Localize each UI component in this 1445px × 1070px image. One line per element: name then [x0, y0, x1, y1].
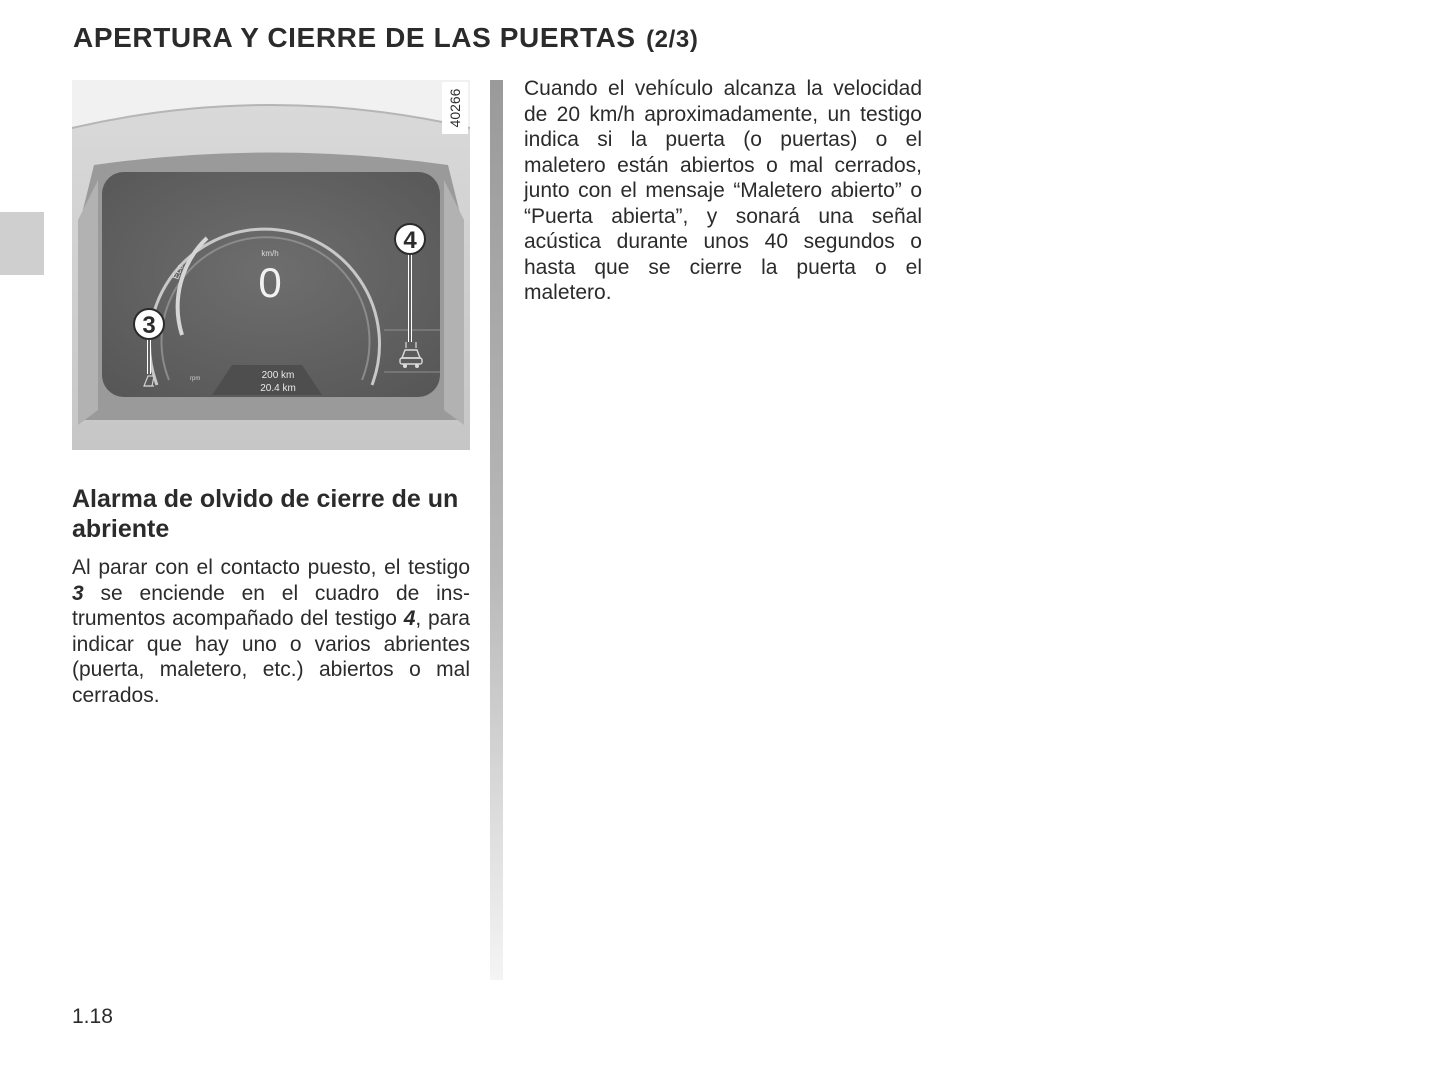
section-tab-marker: [0, 212, 44, 275]
instrument-cluster-figure: [72, 80, 470, 475]
reference-4: 4: [403, 607, 416, 630]
section-heading: Alarma de olvido de cierre de un abriente: [72, 485, 459, 543]
speed-unit: km/h: [261, 249, 279, 258]
odometer-line-2: 20.4 km: [260, 383, 296, 394]
page-number: 1.18: [72, 1005, 113, 1028]
page-title: [73, 22, 698, 54]
reference-3: 3: [72, 581, 84, 605]
image-reference-code: 40266: [447, 88, 463, 128]
page-title-text: APERTURA Y CIERRE DE LAS PUERTAS: [73, 22, 636, 53]
odometer-line-1: 200 km: [261, 370, 295, 381]
page-part-indicator: (2/3): [646, 26, 699, 53]
eco-label: Eco: [170, 262, 186, 281]
callout-3: 3: [142, 312, 156, 339]
para-text-3: , para indicar que hay uno o varios abrientes (puerta, maletero, etc.) abiertos o mal cerrados.: [72, 607, 470, 707]
para-text-2: se enciende en el cuadro de instrumentos acompañado del testigo: [72, 581, 470, 630]
para-text-1: Al parar con el contacto puesto, el testigo: [72, 556, 470, 579]
callout-4: 4: [403, 227, 417, 254]
column-divider: [490, 80, 503, 980]
speed-value: 0: [258, 259, 282, 306]
alarm-description-paragraph: [72, 555, 470, 708]
rpm-label: rpm: [190, 376, 201, 382]
speed-warning-paragraph: Cuando el vehículo alcanza la velocidad de 20 km/h aproximadamente, un testigo indica si la puerta (o puertas) o el maletero están abiertos o mal cerrados, junto con el mensaje “Maletero abierto” o “Puerta abierta”, y sonará una señal acústica durante unos 40 segundos o hasta que se cierre la puerta o el maletero.: [524, 77, 922, 304]
